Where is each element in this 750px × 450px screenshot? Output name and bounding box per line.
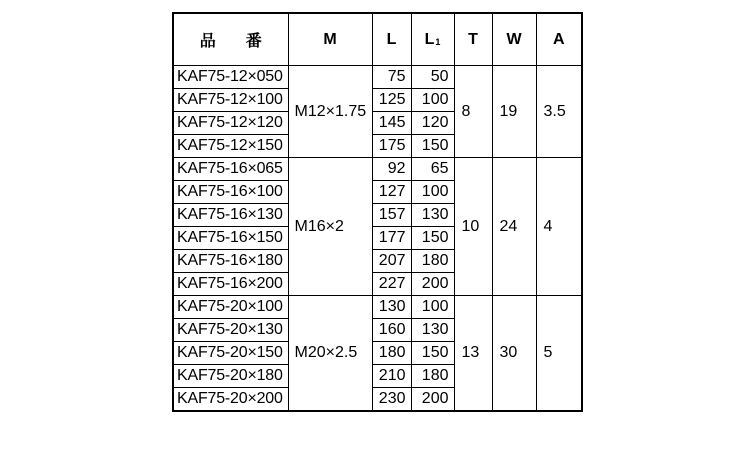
length-l1-cell: 100 [411,181,454,204]
length-l1-cell: 100 [411,89,454,112]
dim-a-cell: 3.5 [536,66,582,158]
part-number-cell: KAF75-12×120 [173,112,288,135]
table-row [173,66,582,89]
length-l-cell: 145 [372,112,411,135]
length-l-cell: 230 [372,388,411,412]
part-number-cell: KAF75-16×100 [173,181,288,204]
length-l1-cell: 200 [411,388,454,412]
length-l1-cell: 65 [411,158,454,181]
header-l: L [372,13,411,66]
header-w: W [492,13,536,66]
part-number-cell: KAF75-20×150 [173,342,288,365]
dim-w-cell: 30 [492,296,536,412]
length-l-cell: 227 [372,273,411,296]
length-l-cell: 177 [372,227,411,250]
header-l1-subscript: 1 [435,36,441,47]
length-l-cell: 130 [372,296,411,319]
length-l-cell: 127 [372,181,411,204]
dim-t-cell: 8 [454,66,492,158]
spec-table [172,12,583,412]
dim-a-cell: 4 [536,158,582,296]
length-l-cell: 125 [372,89,411,112]
header-l1 [411,13,454,66]
length-l1-cell: 130 [411,204,454,227]
dim-w-cell: 19 [492,66,536,158]
table-row [173,296,582,319]
part-number-cell: KAF75-16×180 [173,250,288,273]
dim-w-cell: 24 [492,158,536,296]
length-l1-cell: 50 [411,66,454,89]
length-l-cell: 160 [372,319,411,342]
dim-t-cell: 10 [454,158,492,296]
part-number-cell: KAF75-16×150 [173,227,288,250]
part-number-cell: KAF75-16×065 [173,158,288,181]
header-row [173,13,582,66]
dim-t-cell: 13 [454,296,492,412]
part-number-cell: KAF75-12×150 [173,135,288,158]
length-l-cell: 180 [372,342,411,365]
length-l1-cell: 120 [411,112,454,135]
header-l1-main: L [424,30,435,48]
length-l-cell: 175 [372,135,411,158]
length-l1-cell: 180 [411,250,454,273]
length-l1-cell: 150 [411,342,454,365]
part-number-cell: KAF75-20×130 [173,319,288,342]
length-l1-cell: 180 [411,365,454,388]
length-l1-cell: 150 [411,135,454,158]
header-part-number [173,13,288,66]
table-row [173,158,582,181]
header-m: M [288,13,372,66]
part-number-cell: KAF75-16×200 [173,273,288,296]
thread-m-cell: M16×2 [288,158,372,296]
part-number-cell: KAF75-12×050 [173,66,288,89]
part-number-cell: KAF75-16×130 [173,204,288,227]
length-l-cell: 210 [372,365,411,388]
length-l1-cell: 200 [411,273,454,296]
header-part-char-2: 番 [245,33,262,50]
length-l1-cell: 130 [411,319,454,342]
header-part-char-1: 品 [199,33,216,50]
thread-m-cell: M12×1.75 [288,66,372,158]
part-number-cell: KAF75-20×180 [173,365,288,388]
part-number-cell: KAF75-12×100 [173,89,288,112]
length-l-cell: 207 [372,250,411,273]
length-l1-cell: 150 [411,227,454,250]
length-l-cell: 157 [372,204,411,227]
header-t: T [454,13,492,66]
part-number-cell: KAF75-20×200 [173,388,288,412]
length-l1-cell: 100 [411,296,454,319]
thread-m-cell: M20×2.5 [288,296,372,412]
header-a: A [536,13,582,66]
length-l-cell: 75 [372,66,411,89]
length-l-cell: 92 [372,158,411,181]
part-number-cell: KAF75-20×100 [173,296,288,319]
dim-a-cell: 5 [536,296,582,412]
